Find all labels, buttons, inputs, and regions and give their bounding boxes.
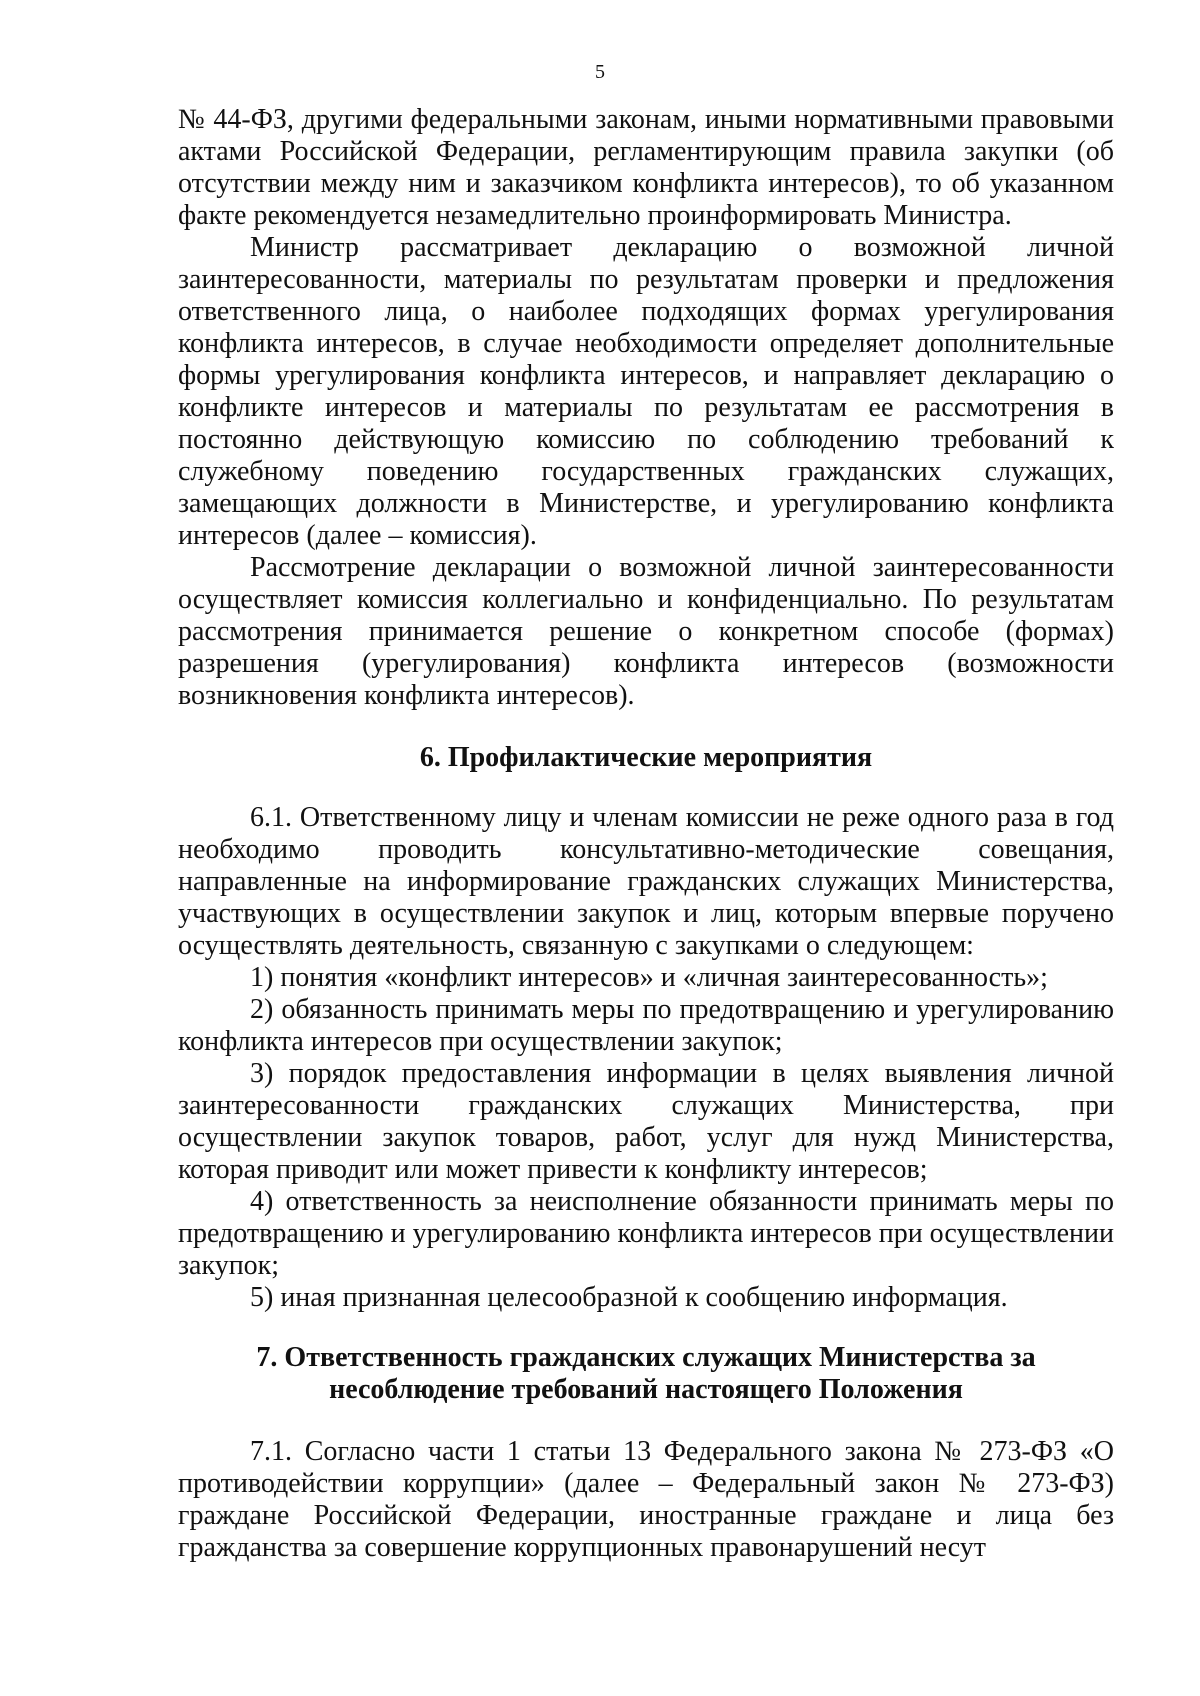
- list-item-5: 5) иная признанная целесообразной к сообщению информация.: [250, 1282, 1008, 1313]
- paragraph-7-1: 7.1. Согласно части 1 статьи 13 Федерального закона № 273-ФЗ «О противодействии коррупции» (далее – Федеральный закон № 273-ФЗ) граждане Российской Федерации, иностранные граждане и лица без гражданства за совершение коррупционных правонарушений несут: [178, 1436, 1114, 1563]
- section-7-heading-line-2: несоблюдение требований настоящего Положения: [329, 1374, 963, 1405]
- paragraph-6-1: 6.1. Ответственному лицу и членам комиссии не реже одного раза в год необходимо проводить консультативно-методические совещания, направленные на информирование гражданских служащих Министерства, участвующих в осуществлении закупок и лиц, которым впервые поручено осуществлять деятельность, связанную с закупками о следующем:: [178, 802, 1114, 961]
- paragraph-continuation: № 44-ФЗ, другими федеральными законам, иными нормативными правовыми актами Российской Федерации, регламентирующим правила закупки (об отсутствии между ним и заказчиком конфликта интересов), то об указанном факте рекомендуется незамедлительно проинформировать Министра.: [178, 104, 1114, 231]
- document-body: [178, 104, 1114, 1564]
- list-item-4: 4) ответственность за неисполнение обязанности принимать меры по предотвращению и урегулированию конфликта интересов при осуществлении закупок;: [178, 1186, 1114, 1281]
- list-item-2: 2) обязанность принимать меры по предотвращению и урегулированию конфликта интересов при осуществлении закупок;: [178, 994, 1114, 1057]
- section-7-heading: [178, 1342, 1114, 1406]
- section-7-heading-line-1: 7. Ответственность гражданских служащих Министерства за: [256, 1342, 1036, 1373]
- paragraph-minister-review: Министр рассматривает декларацию о возможной личной заинтересованности, материалы по результатам проверки и предложения ответственного лица, о наиболее подходящих формах урегулирования конфликта интересов, в случае необходимости определяет дополнительные формы урегулирования конфликта интересов, и направляет декларацию о конфликте интересов и материалы по результатам ее рассмотрения в постоянно действующую комиссию по соблюдению требований к служебному поведению государственных гражданских служащих, замещающих должности в Министерстве, и урегулированию конфликта интересов (далее – комиссия).: [178, 232, 1114, 551]
- page-number: 5: [595, 61, 605, 83]
- paragraph-commission-review: Рассмотрение декларации о возможной личной заинтересованности осуществляет комиссия коллегиально и конфиденциально. По результатам рассмотрения принимается решение о конкретном способе (формах) разрешения (урегулирования) конфликта интересов (возможности возникновения конфликта интересов).: [178, 552, 1114, 711]
- section-6-heading: 6. Профилактические мероприятия: [419, 742, 873, 773]
- list-item-1: 1) понятия «конфликт интересов» и «личная заинтересованность»;: [250, 962, 1048, 993]
- list-item-3: 3) порядок предоставления информации в целях выявления личной заинтересованности гражданских служащих Министерства, при осуществлении закупок товаров, работ, услуг для нужд Министерства, которая приводит или может привести к конфликту интересов;: [178, 1058, 1114, 1185]
